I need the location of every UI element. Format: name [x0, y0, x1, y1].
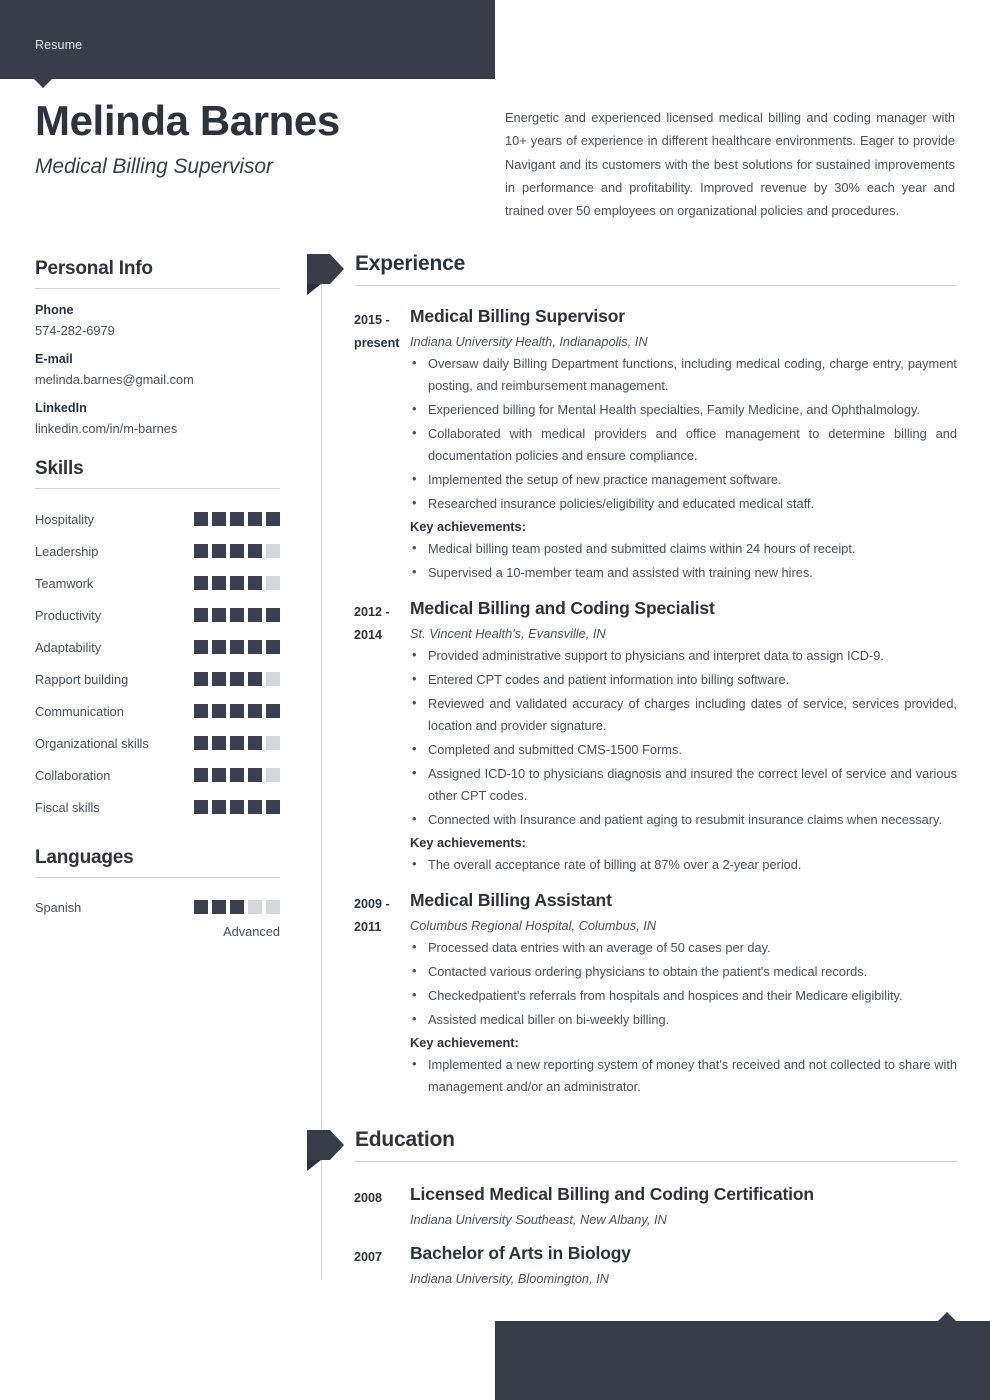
rating-dot: [194, 736, 208, 750]
skill-row: [35, 503, 280, 535]
rating-dot: [212, 672, 226, 686]
skills-divider: [35, 488, 280, 489]
skill-name: Adaptability: [35, 639, 102, 655]
rating-dots: [194, 704, 280, 718]
experience-entry-date: 2012 - 2014: [354, 604, 390, 643]
education-entry-title: Bachelor of Arts in Biology: [410, 1242, 631, 1263]
rating-dot: [248, 640, 262, 654]
key-achievement-bullet: • Implemented a new reporting system of money that's received and not collected to share with management and/or an administrator.: [410, 1054, 957, 1098]
skills-section: [35, 458, 280, 823]
rating-dot: [248, 736, 262, 750]
rating-dot: [248, 768, 262, 782]
experience-bullet: • Researched insurance policies/eligibility and educated medical staff.: [410, 493, 957, 515]
personal-info-heading: Personal Info: [35, 258, 153, 279]
header-notch-triangle: [34, 79, 52, 88]
rating-dot: [266, 576, 280, 590]
rating-dot: [212, 768, 226, 782]
experience-bullet: • Completed and submitted CMS-1500 Forms.: [410, 739, 957, 761]
key-achievements-list: [410, 1054, 957, 1098]
skill-name: Collaboration: [35, 767, 111, 783]
skills-heading: Skills: [35, 458, 84, 479]
experience-entry-org: St. Vincent Health's, Evansville, IN: [410, 625, 606, 641]
skill-row: [35, 663, 280, 695]
skill-row: [35, 567, 280, 599]
rating-dot: [212, 512, 226, 526]
rating-dot: [212, 900, 226, 914]
sidebar: [35, 258, 280, 939]
main-content: [307, 252, 957, 1286]
rating-dot: [248, 704, 262, 718]
rating-dot: [194, 800, 208, 814]
experience-bullet: • Provided administrative support to physicians and interpret data to assign ICD-9.: [410, 645, 957, 667]
rating-dots: [194, 640, 280, 654]
rating-dot: [248, 512, 262, 526]
experience-entry-date: 2015 - present: [354, 313, 400, 351]
rating-dot: [212, 544, 226, 558]
rating-dot: [248, 576, 262, 590]
rating-dot: [266, 800, 280, 814]
personal-info-item: [35, 401, 280, 436]
experience-entry-body: [410, 598, 957, 876]
experience-entry-title: Medical Billing and Coding Specialist: [410, 597, 715, 618]
education-entry-org: Indiana University Southeast, New Albany, IN: [410, 1211, 667, 1227]
rating-dot: [248, 900, 262, 914]
education-divider: [355, 1161, 957, 1162]
experience-bullet: • Oversaw daily Billing Department functions, including medical coding, charge entry, payment posting, and reimbursement management.: [410, 353, 957, 397]
rating-dot: [194, 608, 208, 622]
education-entry-org: Indiana University, Bloomington, IN: [410, 1270, 609, 1286]
skill-row: [35, 695, 280, 727]
personal-info-label: E-mail: [35, 352, 73, 366]
rating-dot: [230, 576, 244, 590]
rating-dot: [266, 608, 280, 622]
rating-dots: [194, 672, 280, 686]
rating-dot: [266, 768, 280, 782]
languages-section: [35, 847, 280, 939]
rating-dot: [212, 736, 226, 750]
header-bar: [0, 0, 495, 79]
experience-bullet: • Assigned ICD-10 to physicians diagnosis and insured the correct level of service and various other CPT codes.: [410, 763, 957, 807]
experience-bullet: • Connected with Insurance and patient aging to resubmit insurance claims when necessary.: [410, 809, 957, 831]
rating-dot: [194, 704, 208, 718]
experience-heading: Experience: [355, 252, 466, 275]
experience-bullet: • Processed data entries with an average of 50 cases per day.: [410, 937, 957, 959]
rating-dot: [266, 736, 280, 750]
experience-entry: [307, 306, 957, 584]
skill-name: Teamwork: [35, 575, 94, 591]
skill-row: [35, 759, 280, 791]
skill-name: Communication: [35, 703, 124, 719]
rating-dot: [194, 768, 208, 782]
experience-bullet: • Checkedpatient's referrals from hospitals and hospices and their Medicare eligibility.: [410, 985, 957, 1007]
skill-name: Organizational skills: [35, 735, 149, 751]
experience-entry: [307, 598, 957, 876]
key-achievement-bullet: • Supervised a 10-member team and assisted with training new hires.: [410, 562, 957, 584]
key-achievements-label: Key achievement:: [410, 1034, 519, 1050]
rating-dot: [266, 704, 280, 718]
rating-dot: [230, 544, 244, 558]
rating-dot: [212, 800, 226, 814]
experience-entry-org: Columbus Regional Hospital, Columbus, IN: [410, 917, 657, 933]
experience-section: [307, 252, 957, 1098]
personal-info-list: [35, 303, 280, 436]
key-achievements-label: Key achievements:: [410, 518, 526, 534]
experience-entry: [307, 890, 957, 1098]
rating-dot: [230, 800, 244, 814]
rating-dot: [248, 800, 262, 814]
rating-dot: [266, 640, 280, 654]
personal-info-item: [35, 303, 280, 338]
personal-info-item: [35, 352, 280, 387]
rating-dot: [194, 544, 208, 558]
education-entries: [307, 1184, 957, 1286]
experience-bullet: • Experienced billing for Mental Health specialties, Family Medicine, and Ophthalmology.: [410, 399, 957, 421]
rating-dot: [212, 704, 226, 718]
rating-dot: [230, 736, 244, 750]
experience-entry-date: 2009 - 2011: [354, 896, 390, 935]
language-level-label: Advanced: [223, 924, 280, 939]
education-heading: Education: [355, 1127, 455, 1151]
personal-info-divider: [35, 288, 280, 289]
rating-dot: [230, 900, 244, 914]
header-label: Resume: [35, 38, 83, 52]
rating-dots: [194, 512, 280, 526]
skill-row: [35, 727, 280, 759]
key-achievements-label: Key achievements:: [410, 834, 526, 850]
rating-dot: [230, 672, 244, 686]
skills-list: [35, 503, 280, 823]
personal-info-section: [35, 258, 280, 436]
skill-name: Productivity: [35, 607, 102, 623]
name-block: [35, 98, 465, 179]
rating-dot: [266, 544, 280, 558]
education-entry: [307, 1243, 957, 1286]
languages-list: [35, 892, 280, 939]
education-section-header: [307, 1128, 957, 1168]
skill-row: [35, 631, 280, 663]
skill-name: Hospitality: [35, 511, 95, 527]
experience-bullet-list: [410, 937, 957, 1031]
experience-divider: [355, 285, 957, 286]
education-entry-date: 2008: [354, 1190, 383, 1205]
job-title: Medical Billing Supervisor: [35, 155, 273, 179]
rating-dot: [230, 704, 244, 718]
rating-dot: [248, 672, 262, 686]
rating-dot: [194, 640, 208, 654]
key-achievements-list: [410, 854, 957, 876]
experience-entry-title: Medical Billing Supervisor: [410, 306, 625, 326]
rating-dot: [194, 900, 208, 914]
experience-entry-title: Medical Billing Assistant: [410, 889, 612, 910]
key-achievements-list: [410, 538, 957, 584]
rating-dot: [248, 544, 262, 558]
personal-info-value[interactable]: linkedin.com/in/m-barnes: [35, 421, 178, 436]
languages-divider: [35, 877, 280, 878]
rating-dot: [212, 576, 226, 590]
experience-bullet: • Entered CPT codes and patient information into billing software.: [410, 669, 957, 691]
key-achievement-bullet: • The overall acceptance rate of billing at 87% over a 2-year period.: [410, 854, 957, 876]
rating-dot: [248, 608, 262, 622]
rating-dots: [194, 900, 280, 914]
skill-name: Fiscal skills: [35, 799, 100, 815]
rating-dots: [194, 736, 280, 750]
experience-bullet: • Reviewed and validated accuracy of charges including dates of service, services provided, location and provider signature.: [410, 693, 957, 737]
personal-info-label: LinkedIn: [35, 401, 87, 415]
skill-row: [35, 599, 280, 631]
experience-bullet: • Contacted various ordering physicians to obtain the patient's medical records.: [410, 961, 957, 983]
experience-bullet-list: [410, 645, 957, 831]
experience-bullet-list: [410, 353, 957, 515]
key-achievement-bullet: • Medical billing team posted and submitted claims within 24 hours of receipt.: [410, 538, 957, 560]
experience-bullet: • Assisted medical biller on bi-weekly billing.: [410, 1009, 957, 1031]
education-entry-body: [410, 1243, 957, 1286]
personal-info-value[interactable]: melinda.barnes@gmail.com: [35, 372, 194, 387]
personal-info-value[interactable]: 574-282-6979: [35, 323, 115, 338]
rating-dot: [194, 512, 208, 526]
rating-dot: [230, 512, 244, 526]
footer-bar: [495, 1321, 990, 1400]
education-entry-date: 2007: [354, 1249, 383, 1264]
experience-entry-org: Indiana University Health, Indianapolis, IN: [410, 333, 648, 349]
education-entry-title: Licensed Medical Billing and Coding Certification: [410, 1183, 814, 1204]
experience-bullet: • Collaborated with medical providers and office management to determine billing and documentation policies and ensure compliance.: [410, 423, 957, 467]
footer-notch-triangle: [938, 1312, 956, 1321]
languages-heading: Languages: [35, 847, 134, 868]
rating-dot: [194, 576, 208, 590]
skill-row: [35, 535, 280, 567]
rating-dots: [194, 544, 280, 558]
rating-dot: [230, 608, 244, 622]
education-section: [307, 1128, 957, 1286]
experience-entry-body: [410, 890, 957, 1098]
experience-entry-body: [410, 306, 957, 584]
rating-dots: [194, 800, 280, 814]
rating-dots: [194, 576, 280, 590]
experience-section-header: [307, 252, 957, 292]
language-row: [35, 892, 280, 922]
page-title: Melinda Barnes: [35, 97, 340, 144]
rating-dot: [266, 672, 280, 686]
personal-info-label: Phone: [35, 303, 74, 317]
rating-dot: [230, 640, 244, 654]
rating-dot: [266, 512, 280, 526]
skill-name: Leadership: [35, 543, 99, 559]
rating-dot: [230, 768, 244, 782]
skill-name: Rapport building: [35, 671, 129, 687]
rating-dot: [194, 672, 208, 686]
rating-dot: [212, 608, 226, 622]
skill-row: [35, 791, 280, 823]
experience-bullet: • Implemented the setup of new practice management software.: [410, 469, 957, 491]
experience-entries: [307, 306, 957, 1098]
education-entry-body: [410, 1184, 957, 1227]
rating-dots: [194, 608, 280, 622]
education-entry: [307, 1184, 957, 1227]
rating-dot: [212, 640, 226, 654]
language-name: Spanish: [35, 899, 82, 915]
profile-summary: Energetic and experienced licensed medical billing and coding manager with 10+ years of experience in different healthcare environments. Eager to provide Navigant and its customers with the best solutions for sustained improvements in performance and profitability. Improved revenue by 30% each year and trained over 50 employees on organizational policies and procedures.: [505, 110, 955, 219]
rating-dots: [194, 768, 280, 782]
rating-dot: [266, 900, 280, 914]
